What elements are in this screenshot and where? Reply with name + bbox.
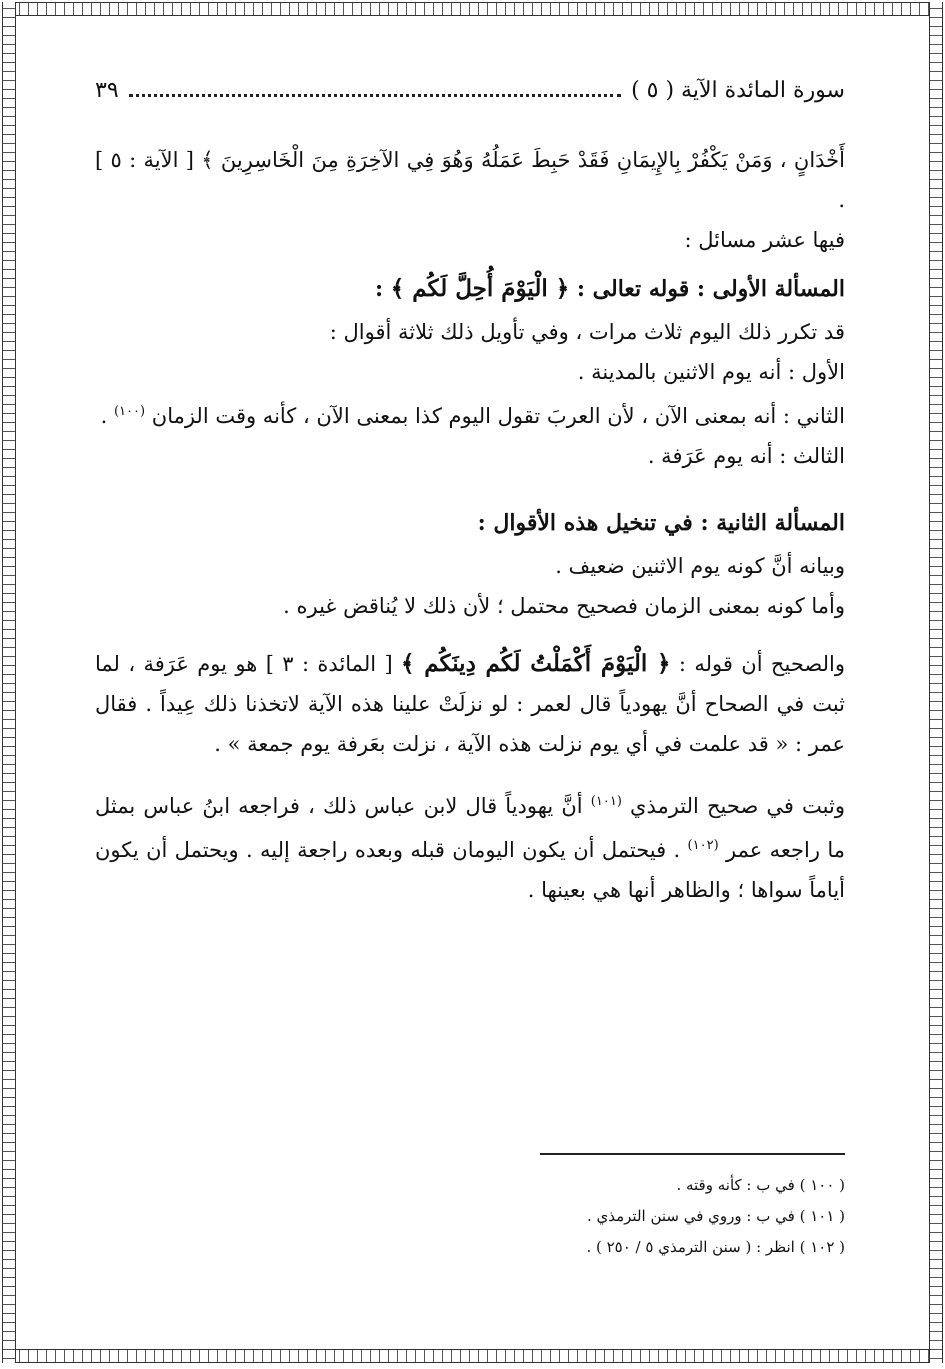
page-number: ٣٩ — [95, 78, 119, 103]
paragraph-third-opinion: الثالث : أنه يوم عَرَفة . — [647, 444, 845, 468]
paragraph-ten-issues: فيها عشر مسائل : — [684, 228, 845, 252]
paragraph-correct-view — [95, 644, 845, 764]
heading-first-issue-label: المسألة الأولى : قوله تعالى : — [576, 276, 845, 302]
second-opinion-text: الثاني : أنه بمعنى الآن ، لأن العربَ تقول اليوم كذا بمعنى الآن ، كأنه وقت الزمان — [151, 404, 845, 428]
paragraph-explanation: وبيانه أنَّ كونه يوم الاثنين ضعيف . — [555, 554, 845, 578]
running-header — [95, 78, 845, 103]
footnote-ref-101: (١٠١) — [590, 794, 622, 809]
footnote-100: ( ١٠٠ ) في ب : كأنه وقته . — [676, 1176, 845, 1194]
heading-first-issue-quote: ﴿ الْيَوْمَ أُحِلَّ لَكُم ﴾ — [390, 275, 570, 302]
correct-view-rest: [ المائدة : ٣ ] هو يوم عَرَفة ، لما ثبت في الصحاح أنَّ يهودياً قال لعمر : لو نزلَتْ علينا هذه الآية لاتخذنا ذلك عِيداً . فقال عمر : « قد علمت في أي يوم نزلت هذه الآية ، نزلت بعَرفة يوم جمعة » . — [95, 652, 845, 756]
paragraph-tirmidhi — [95, 782, 845, 910]
running-title: سورة المائدة الآية ( ٥ ) — [631, 78, 845, 103]
heading-first-issue — [95, 266, 845, 312]
top-ornamental-border — [6, 2, 939, 16]
tirmidhi-text-c: . فيحتمل أن يكون اليومان قبله وبعده راجعة إليه . ويحتمل أن يكون أياماً سواها ؛ والظاهر أنها هي بعينها . — [95, 838, 845, 902]
leader-dots — [129, 94, 621, 97]
spacer — [95, 476, 845, 494]
heading-first-issue-colon: : — [374, 276, 384, 302]
paragraph-time-meaning: وأما كونه بمعنى الزمان فصحيح محتمل ؛ لأن ذلك لا يُناقض غيره . — [283, 594, 845, 618]
footnote-ref-102: (١٠٢) — [687, 838, 719, 853]
correct-view-quote: ﴿ الْيَوْمَ أَكْمَلْتُ لَكُم دِينَكُم ﴾ — [401, 650, 671, 677]
paragraph-three-opinions: قد تكرر ذلك اليوم ثلاث مرات ، وفي تأويل ذلك ثلاثة أقوال : — [329, 320, 845, 344]
bottom-ornamental-border — [6, 1349, 939, 1363]
footnote-102: ( ١٠٢ ) انظر : ( سنن الترمذي ٥ / ٢٥٠ ) . — [586, 1238, 845, 1256]
footnote-separator — [540, 1153, 845, 1155]
footnote-ref-100: (١٠٠) — [113, 404, 146, 419]
tirmidhi-text-a: وثبت في صحيح الترمذي — [630, 794, 845, 818]
paragraph-first-opinion: الأول : أنه يوم الاثنين بالمدينة . — [577, 360, 845, 384]
heading-second-issue: المسألة الثانية : في تنخيل هذه الأقوال : — [477, 510, 845, 536]
page-body — [95, 140, 845, 910]
correct-view-start: والصحيح أن قوله : — [678, 652, 845, 676]
paragraph-second-opinion — [95, 392, 845, 436]
second-opinion-end: . — [100, 404, 108, 428]
spacer — [95, 764, 845, 782]
tirmidhi-text-b: أنَّ يهودياً قال لابن عباس ذلك ، فراجعه ابنُ عباس بمثل ما راجعه عمر — [95, 794, 845, 862]
left-ornamental-border — [2, 2, 16, 1363]
right-ornamental-border — [929, 2, 943, 1363]
spacer — [95, 626, 845, 644]
footnotes — [95, 1170, 845, 1263]
paragraph-verse-end: أَخْدَانٍ ، وَمَنْ يَكْفُرْ بِالإِيمَانِ فَقَدْ حَبِطَ عَمَلُهُ وَهُوَ فِي الآخِرَةِ مِنَ الْخَاسِرِينَ ﴾ [ الآية : ٥ ] . — [95, 148, 845, 212]
footnote-101: ( ١٠١ ) في ب : وروي في سنن الترمذي . — [586, 1207, 845, 1225]
